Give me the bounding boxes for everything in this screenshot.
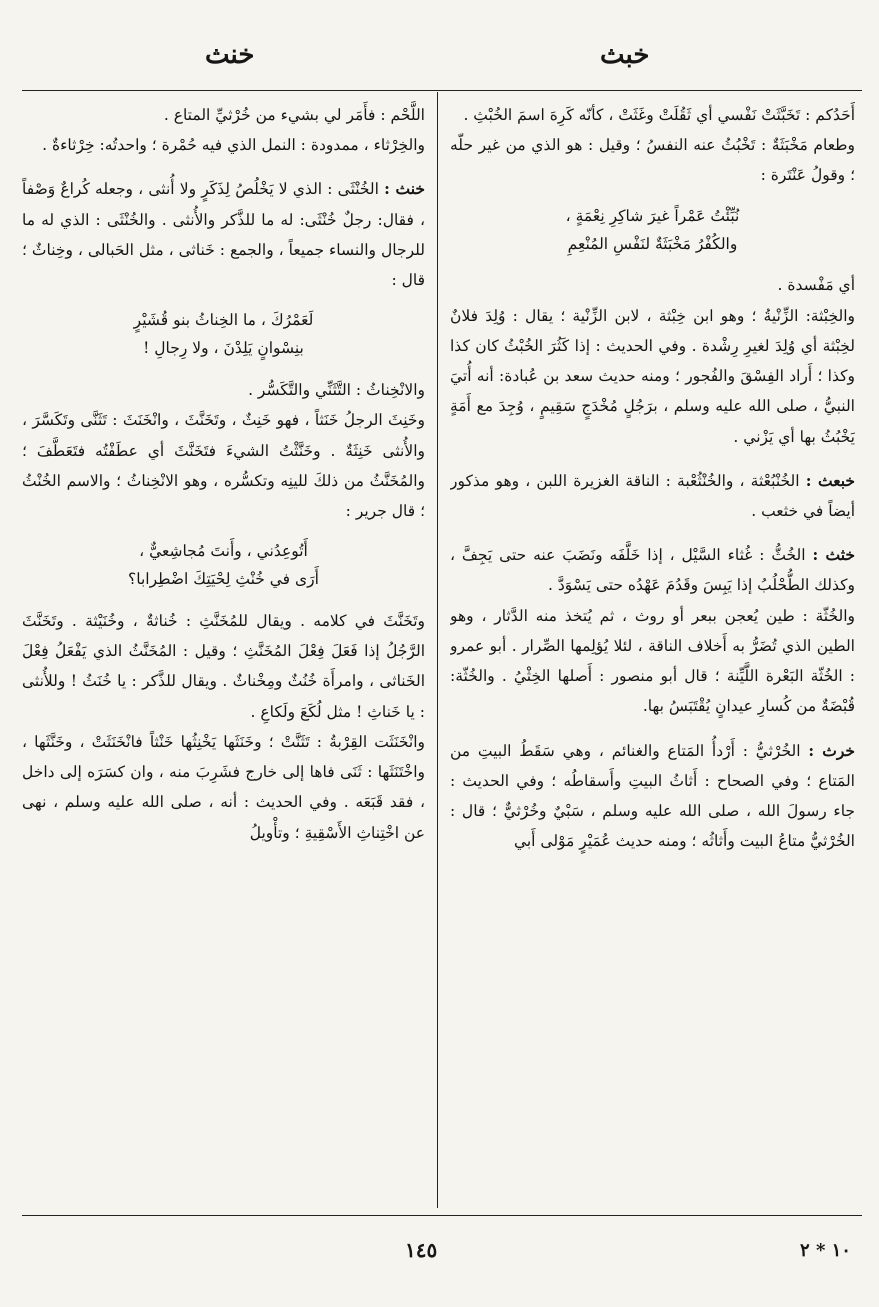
entry-paragraph [450, 130, 855, 190]
entry-text: الخُنْبُعْثة ، والخُنْثُعْبة : الناقة الغزيرة اللبن ، وهو مذكور أيضاً في خثعب . [450, 471, 855, 520]
entry-paragraph [22, 100, 425, 130]
entry-text: وتَخَنَّثَ في كلامه . ويقال للمُخَنَّثِ : خُناثةٌ ، وخُنَيْثة . وتَخَنَّثَ الرَّجُلُ إذا فَعَلَ فِعْلَ المُخَنَّثِ ؛ وقيل : المُخَنَّثُ الذي يَفْعَلُ فِعْلَ الخَناثى ، وامرأَة خُنُثٌ ومِخْناثٌ . ويقال للذَّكر : يا خُنَثُ ! وللأُنثى : يا خَناثِ ! مثل لُكَعَ ولَكاعِ . [22, 611, 425, 721]
entry-text: والخِرْثاء ، ممدودة : النمل الذي فيه حُمْرة ؛ واحدتُه: خِرْثاءةٌ . [42, 136, 425, 155]
entry-text: وانْخَنَثَت القِرْبةُ : تَثَنَّتْ ؛ وخَنَثَها يَخْنِثُها خَنْثاً فانْخَنَثَتْ ، وخَنَّثَها ، واخْتَنَثَها : ثَنَى فاها إلى خارج فشَرِبَ منه ، وان كسَرَه إلى داخل ، فقد قَبَعَه . وفي الحديث : أنه ، صلى الله عليه وسلم ، نهى عن اخْتِناثِ الأَسْقِيةِ ؛ وتأْويلُ [22, 732, 425, 842]
dictionary-entry [22, 174, 425, 295]
headword: خبعث : [805, 470, 855, 490]
entry-text: الخُرْثيُّ : أَرْدأُ المَتاع والغنائم ، وهي سَقَطُ البيتِ من المَتاع ؛ وفي الصحاح : أَثاثُ البيتِ وأَسقاطُه ؛ وفي الحديث : جاء رسولَ الله ، صلى الله عليه وسلم ، سَبْيٌ وخُرْثيٌّ ؛ قال : الخُرْثيُّ متاعُ البيت وأَثاثُه ؛ ومنه حديث عُمَيْرٍ مَوْلى أَبي [450, 741, 855, 851]
verse-line: أَرَى في خُنْثِ لِحْيَتِكَ اضْطِرابا؟ [128, 570, 319, 589]
entry-text: وخَنِثَ الرجلُ خَنَثاً ، فهو خَنِثٌ ، وتَخَنَّثَ ، وانْخَنَثَ : تَثَنَّى وتَكَسَّرَ ، والأُنثى خَنِثَةٌ . وخَنَّثْتُ الشيءَ فتَخَنَّثَ أي عطَفْتُه فتَعَطَّفَ ؛ والمُخَنَّثُ من ذلكَ للينِه وتكسُّره ، وهو الانْخِناثُ ؛ والاسم الخُنْثُ ؛ قال جرير : [22, 411, 425, 520]
headword: خرث : [808, 740, 855, 760]
verse-line: والكُفْرُ مَخْبَثَةٌ لنَفْسِ المُنْعِمِ [567, 234, 738, 253]
entry-paragraph [22, 606, 425, 727]
verse [22, 538, 425, 594]
entry-text: أي مَفْسدة . [777, 276, 855, 295]
running-head-right: خبث [600, 40, 650, 70]
dictionary-entry [450, 736, 855, 857]
left-column [22, 100, 425, 1205]
entry-paragraph [450, 270, 855, 300]
verse-line: نُبِّئْتُ عَمْراً غيرَ شاكِرِ نِعْمَةٍ ، [565, 206, 740, 225]
footer-rule [22, 1215, 862, 1216]
page-number: ١٤٥ [405, 1238, 438, 1262]
dictionary-entry [450, 466, 855, 526]
entry-text: أَحَدُكم : تَخَبَّثَتْ نَفْسي أي ثَقُلَتْ وغَثَتْ ، كأنّه كَرِهَ اسمَ الخُبْثِ . [463, 106, 855, 124]
entry-text: والخُثّة : طين يُعجن ببعر أو روث ، ثم يُتخذ منه الدَّثار ، وهو الطين الذي تُضَرُّ به أَخلاف الناقة ، لئلا يُؤلِمها الصِّرار . أبو عمرو : الخُثّة البَعْرة اللَّيِّنة ؛ قال أبو منصور : أَصلها الخِثْيُ . والخُثّة: قُبْضَةٌ من كُسارِ عيدانٍ يُقْتَبَسُ بها. [450, 606, 855, 716]
entry-paragraph [450, 100, 855, 130]
entry-text: الخُنْثَى : الذي لا يَخْلُصُ لِذَكَرٍ ولا أُنثى ، وجعله كُراعٌ وَصْفاً ، فقال: رجلٌ خُنْثَى: له ما للذَّكر والأُنثى . والخُنْثَى : الذي له ما للرجال والنساء جميعاً ، والجمع : خَناثى ، مثل الحَبالى ، وخِناثٌ ؛ قال : [22, 180, 425, 290]
entry-paragraph [22, 130, 425, 160]
entry-text: اللَّحْم : فأَمَر لي بشيء من خُرْثيِّ المتاع . [163, 106, 425, 124]
entry-paragraph [450, 301, 855, 452]
entry-paragraph [22, 727, 425, 848]
entry-paragraph [22, 405, 425, 526]
entry-text: والانْخِناثُ : التَّثَنِّي والتَّكَسُّر . [248, 381, 425, 400]
entry-text: والخِبْثة: الزِّنْيةُ ؛ وهو ابن خِبْثة ، لابن الزِّنْية ؛ يقال : وُلِدَ فلانٌ لخِبْثة أي وُلِدَ لغيرِ رِشْدة . وفي الحديث : إذا كَثُرَ الخُبْثُ كان كذا وكذا ؛ أَراد الفِسْقَ والفُجور ؛ ومنه حديث سعد بن عُبادة: أنه أُتيَ النبيُّ ، صلى الله عليه وسلم ، برَجُلٍ مُخْدَجٍ سَقِيمٍ ، وُجِدَ مع أَمَةٍ يَخْبُثُ بها أي يَزْني . [450, 306, 855, 446]
headword: خنث : [384, 179, 425, 199]
verse [22, 307, 425, 363]
header-rule [22, 90, 862, 91]
entry-text: الخُثُّ : غُثاء السَّيْل ، إذا خَلَّفَه ونَضَبَ عنه حتى يَجِفَّ ، وكذلك الطُّحْلُبُ إذا يَبِسَ وقَدُمَ عَهْدُه حتى يَسْوَدَّ . [450, 546, 855, 595]
dictionary-entry [450, 540, 855, 600]
verse [450, 203, 855, 259]
column-divider [437, 92, 438, 1208]
entry-paragraph [450, 601, 855, 722]
verse-line: أَتُوعِدُني ، وأَنتَ مُجاشِعيٌّ ، [139, 542, 308, 561]
signature-mark: ١٠ * ٢ [800, 1240, 851, 1261]
verse-line: لَعَمْرُكَ ، ما الخِناثُ بنو قُشَيْرٍ [133, 311, 314, 330]
entry-text: وطعام مَخْبَثَةٌ : تَخْبُثُ عنه النفسُ ؛ وقيل : هو الذي من غير حلّه ؛ وقولُ عَنْتَرة : [450, 136, 855, 185]
headword: خثث : [812, 545, 855, 565]
running-head-left: خنث [205, 40, 255, 70]
entry-paragraph [22, 375, 425, 405]
verse-line: بنِسْوانٍ يَلِدْنَ ، ولا رِجالِ ! [143, 339, 304, 358]
right-column [450, 100, 855, 1205]
